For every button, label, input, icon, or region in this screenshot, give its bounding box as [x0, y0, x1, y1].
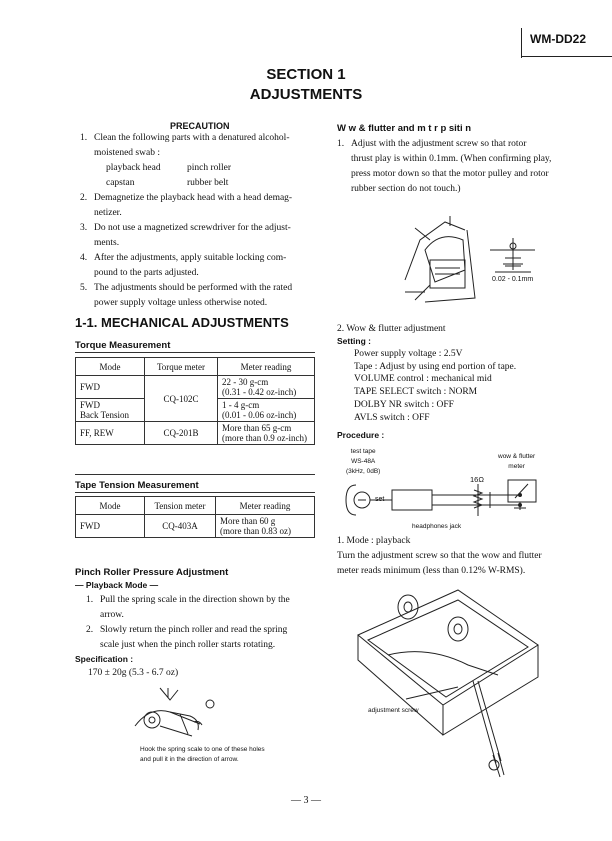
section-title: SECTION 1: [266, 66, 346, 83]
wow-flutter-step: 2. Wow & flutter adjustment: [337, 324, 446, 334]
list-item: 1. Clean the following parts with a denatured alcohol- moistened swab :: [80, 133, 290, 158]
tension-heading: Tape Tension Measurement: [75, 480, 199, 491]
list-item: 5. The adjustments should be performed with the rated power supply voltage unless otherwise noted.: [80, 283, 293, 308]
torque-table: [75, 357, 315, 445]
list-item: Tape : Adjust by using end portion of tape.: [354, 361, 517, 372]
parts-list: playback head pinch roller capstan rubber belt: [106, 163, 232, 188]
header-rule-horizontal: [521, 56, 612, 57]
measurement-diagram: [340, 470, 550, 530]
list-item: 2. Slowly return the pinch roller and read the spring scale just when the pinch roller starts rotating.: [86, 625, 288, 650]
settings-list: [354, 348, 516, 424]
playback-mode-label: — Playback Mode —: [75, 580, 159, 590]
table-row: FWD Back Tension 1 - 4 g-cm (0.01 - 0.06 oz-inch): [76, 399, 315, 422]
torque-rule: [75, 352, 315, 353]
wow-flutter-heading: W w & flutter and m t r p siti n: [337, 123, 472, 134]
precaution-title: PRECAUTION: [170, 121, 230, 131]
list-item: DOLBY NR switch : OFF: [354, 399, 454, 410]
table-header-row: Mode Tension meter Meter reading: [76, 497, 315, 515]
test-tape-label: test tape WS-48A (3kHz, 0dB): [346, 448, 381, 475]
mechanical-adjustments-heading: 1-1. MECHANICAL ADJUSTMENTS: [75, 315, 289, 330]
list-item: TAPE SELECT switch : NORM: [354, 387, 478, 398]
specification-label: Specification :: [75, 654, 134, 664]
specification-value: 170 ± 20g (5.3 - 6.7 oz): [88, 668, 179, 678]
motor-step: 1. Adjust with the adjustment screw so that rotor thrust play is within 0.1mm. (When confirming play, press motor down so that the motor pulley and rotor rubber section do not touch.): [337, 139, 552, 194]
mechanism-illustration: [348, 585, 548, 780]
model-number: WM-DD22: [530, 32, 586, 46]
procedure-label: Procedure :: [337, 430, 385, 440]
torque-bottom-rule: [75, 474, 315, 475]
list-item: VOLUME control : mechanical mid: [354, 374, 492, 385]
header-rule-vertical: [521, 28, 522, 58]
list-item: 3. Do not use a magnetized screwdriver for the adjust- ments.: [80, 223, 291, 248]
table-row: FF, REW CQ-201B More than 65 g-cm (more than 0.9 oz-inch): [76, 422, 315, 445]
list-item: 2. Demagnetize the playback head with a head demag- netizer.: [80, 193, 293, 218]
adjustment-screw-label: adjustment screw: [368, 707, 419, 714]
resistor-label: 16Ω: [470, 475, 484, 484]
headphones-jack-label: headphones jack: [412, 523, 462, 530]
set-label: set: [375, 496, 385, 503]
table-row: FWD CQ-102C 22 - 30 g-cm (0.31 - 0.42 oz-inch): [76, 376, 315, 399]
tension-table: [75, 496, 315, 538]
list-item: 1. Pull the spring scale in the direction shown by the arrow.: [86, 595, 290, 620]
mode-line: 1. Mode : playback: [337, 536, 411, 546]
list-item: 4. After the adjustments, apply suitable locking com- pound to the parts adjusted.: [80, 253, 287, 278]
table-row: FWD CQ-403A More than 60 g (more than 0.83 oz): [76, 515, 315, 538]
pinch-heading: Pinch Roller Pressure Adjustment: [75, 567, 229, 578]
pinch-steps: [86, 593, 318, 653]
precaution-list: [80, 131, 325, 311]
turn-instruction: Turn the adjustment screw so that the wow and flutter meter reads minimum (less than 0.12% W-RMS).: [337, 551, 542, 576]
tension-rule: [75, 492, 315, 493]
gap-label: 0.02 - 0.1mm: [492, 276, 534, 283]
page-number: — 3 —: [291, 795, 321, 806]
list-item: AVLS switch : OFF: [354, 412, 430, 423]
pinch-roller-illustration: [130, 686, 230, 742]
section-subtitle: ADJUSTMENTS: [249, 86, 363, 103]
setting-label: Setting :: [337, 336, 371, 346]
torque-heading: Torque Measurement: [75, 340, 171, 351]
table-header-row: Mode Torque meter Meter reading: [76, 358, 315, 376]
pinch-caption: Hook the spring scale to one of these holes and pull it in the direction of arrow.: [140, 746, 265, 763]
motor-illustration: [395, 210, 575, 310]
meter-label: wow & flutter meter: [498, 453, 536, 470]
list-item: Power supply voltage : 2.5V: [354, 349, 463, 359]
